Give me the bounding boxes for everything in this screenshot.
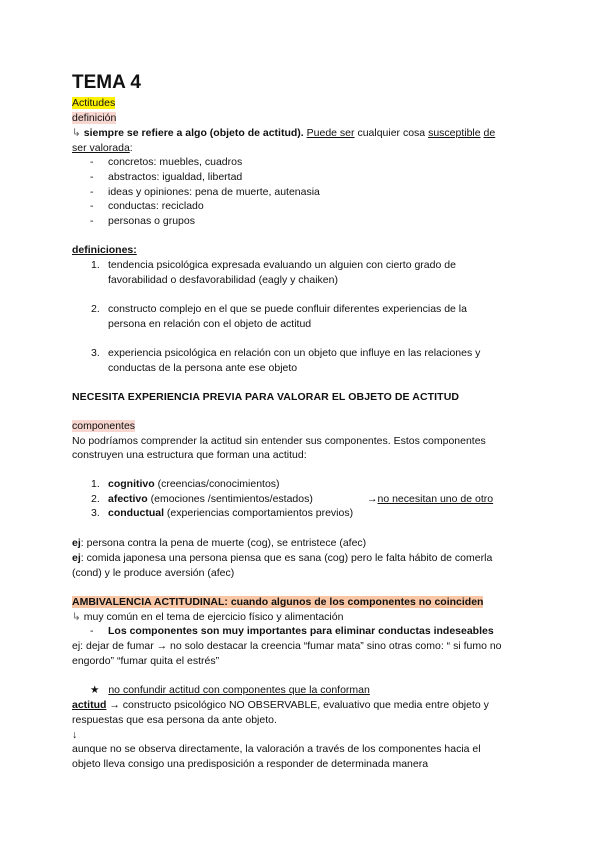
star-icon: ★: [90, 684, 100, 696]
example-text: : persona contra la pena de muerte (cog), se entristece (afec): [80, 537, 367, 549]
component-name: cognitivo: [108, 478, 155, 490]
corner-arrow-icon: ↳: [72, 611, 81, 623]
ambivalencia-example-line: ej: dejar de fumar → no solo destacar la creencia “fumar mata” sino otras como: “ si fumo no: [72, 640, 502, 652]
definition-line: conductas de la persona ante ese objeto: [108, 362, 298, 374]
actitud-definition-line: respuestas que esa persona da ante objeto.: [72, 714, 277, 726]
actitud-label: actitud: [72, 699, 107, 711]
list-number: 3.: [91, 507, 100, 519]
actitudes-highlight: Actitudes: [72, 97, 116, 109]
definicion-highlight: definición: [72, 112, 117, 124]
corner-arrow-icon: ↳: [72, 127, 81, 139]
actitud-definition-line: [72, 698, 489, 713]
list-item: -: [90, 171, 94, 183]
list-item: -: [90, 625, 94, 637]
component-name: conductual: [108, 507, 165, 519]
ambivalencia-highlight: AMBIVALENCIA ACTITUDINAL: cuando algunos de los componentes no coinciden: [72, 596, 484, 608]
list-number: 2.: [91, 493, 100, 505]
definiciones-heading: [72, 243, 137, 258]
component-item: [108, 506, 353, 521]
lead-de: de: [483, 127, 496, 139]
example-label: ej: [72, 537, 81, 549]
componentes-paragraph-line: No podríamos comprender la actitud sin entender sus componentes. Estos componentes: [72, 435, 486, 447]
component-desc: (emociones /sentimientos/estados): [147, 493, 313, 505]
subheading-definicion: [72, 111, 116, 126]
star-note: [90, 683, 370, 698]
ambivalencia-example-line: engordo” “fumar quita el estrés”: [72, 655, 220, 667]
actitud-definition-line: objeto lleva consigo una predisposición a responder de determinada manera: [72, 758, 429, 770]
definition-line: constructo complejo en el que se puede confluir diferentes experiencias de la: [108, 303, 467, 315]
example-label: ej: [72, 552, 81, 564]
definiciones-heading-text: definiciones:: [72, 244, 137, 256]
list-item: -: [90, 156, 94, 168]
actitud-definition-line: aunque no se observa directamente, la valoración a través de los componentes hacia el: [72, 743, 481, 755]
definition-lead-line: [72, 126, 495, 141]
componentes-heading: [72, 419, 135, 434]
necesita-statement: NECESITA EXPERIENCIA PREVIA PARA VALORAR EL OBJETO DE ACTITUD: [72, 391, 460, 403]
page-title: TEMA 4: [72, 72, 141, 93]
lead-ser-valorada: ser valorada: [72, 142, 130, 154]
star-note-text: no confundir actitud con componentes que la conforman: [108, 684, 370, 696]
lead-bold: siempre se refiere a algo (objeto de actitud).: [83, 127, 304, 139]
lead-puede-ser: Puede ser: [306, 127, 355, 139]
list-number: 1.: [91, 478, 100, 490]
list-number: 2.: [91, 303, 100, 315]
component-name: afectivo: [108, 493, 148, 505]
component-desc: (creencias/conocimientos): [154, 478, 280, 490]
section-heading-actitudes: [72, 96, 115, 111]
component-desc: (experiencias comportamientos previos): [164, 507, 354, 519]
independence-note: [367, 492, 493, 507]
example-line: [72, 551, 492, 566]
list-item-text: personas o grupos: [108, 215, 195, 227]
independence-note-text: no necesitan uno de otro: [377, 493, 494, 505]
list-item-text: conductas: reciclado: [108, 200, 204, 212]
definition-line: persona en relación con el objeto de actitud: [108, 318, 312, 330]
right-arrow-icon: →: [367, 493, 378, 505]
lead-ser: cualquier cosa: [357, 127, 426, 139]
componentes-paragraph-line: construyen una estructura que forman una actitud:: [72, 449, 307, 461]
ambivalencia-heading: [72, 595, 483, 610]
definition-lead-line-2: [72, 141, 133, 156]
example-line: (cond) y le produce aversión (afec): [72, 567, 235, 579]
list-item: -: [90, 186, 94, 198]
list-item-text: concretos: muebles, cuadros: [108, 156, 243, 168]
actitud-definition-text: → constructo psicológico NO OBSERVABLE, evaluativo que media entre objeto y: [106, 699, 489, 711]
down-arrow-icon: ↓: [72, 729, 78, 741]
ambivalencia-note-text: muy común en el tema de ejercicio físico y alimentación: [83, 611, 344, 623]
definition-line: favorabilidad o desfavorabilidad (eagly y chaiken): [108, 274, 338, 286]
list-item-text: ideas y opiniones: pena de muerte, autenasia: [108, 186, 320, 198]
components-importance: Los componentes son muy importantes para eliminar conductas indeseables: [108, 625, 494, 637]
list-item-text: abstractos: igualdad, libertad: [108, 171, 243, 183]
list-number: 1.: [91, 259, 100, 271]
lead-susceptible: susceptible: [428, 127, 481, 139]
componentes-highlight: componentes: [72, 420, 136, 432]
list-item: -: [90, 200, 94, 212]
ambivalencia-note: [72, 610, 343, 625]
example-text: : comida japonesa una persona piensa que es sana (cog) pero le falta hábito de comerla: [80, 552, 493, 564]
definition-line: tendencia psicológica expresada evaluando un alguien con cierto grado de: [108, 259, 456, 271]
list-number: 3.: [91, 347, 100, 359]
component-item: [108, 477, 280, 492]
example-line: [72, 536, 366, 551]
component-item: [108, 492, 313, 507]
list-item: -: [90, 215, 94, 227]
definition-line: experiencia psicológica en relación con un objeto que influye en las relaciones y: [108, 347, 481, 359]
lead-colon: :: [129, 142, 133, 154]
